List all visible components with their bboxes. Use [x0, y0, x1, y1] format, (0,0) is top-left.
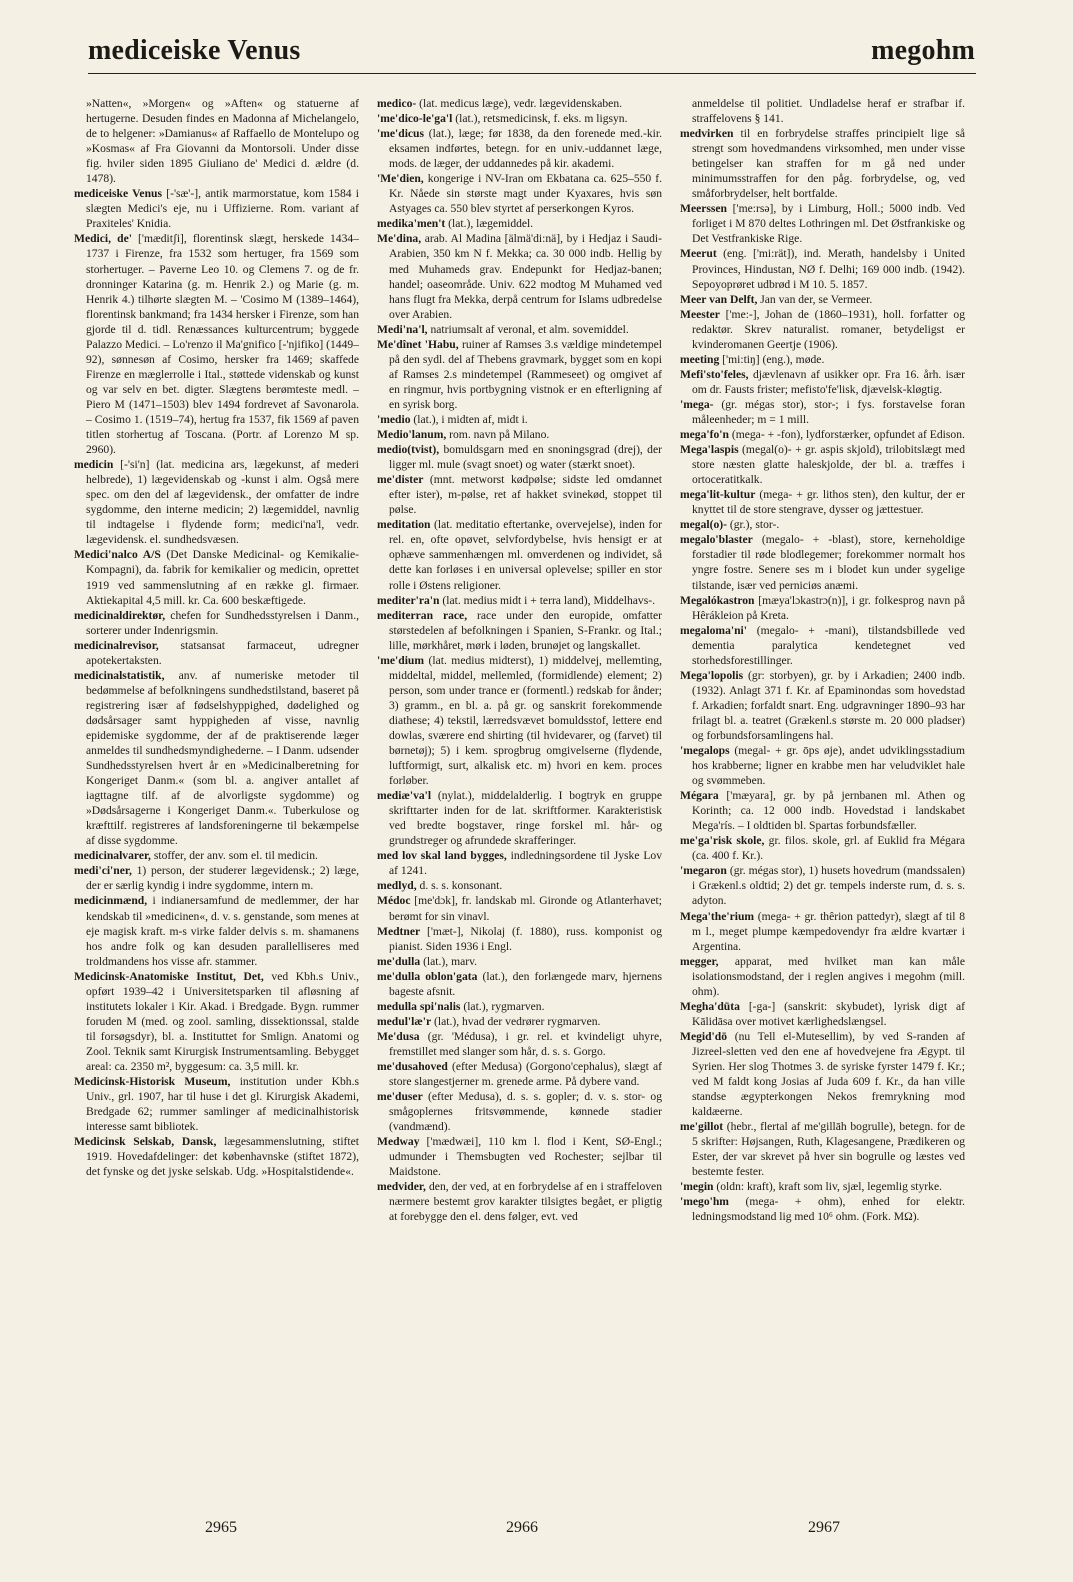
dictionary-entry	[74, 638, 359, 668]
dictionary-entry	[74, 893, 359, 968]
dictionary-entry	[680, 909, 965, 954]
dictionary-entry	[74, 848, 359, 863]
entry-headword: medicinmænd,	[74, 894, 148, 908]
dictionary-entry	[680, 397, 965, 427]
entry-headword: me'gillot	[680, 1120, 724, 1134]
entry-headword: Medio'lanum,	[377, 428, 447, 442]
entry-definition: (nu Tell el-Mutesellim), by ved S-randen af Jizreel-sletten ved den ene af hovedvejene fra Ægypt. til Syrien. Her slog Thotmes 3. de syriske fyrster 1479 f. Kr.; ved M faldt kong Josias af Juda 609 f. Kr., da han ville standse ægypterkongen Nekos fremrykning mod kaldæerne.	[692, 1029, 965, 1119]
dictionary-entry	[680, 833, 965, 863]
entry-definition: (megal- + gr. ōps øje), andet udviklingsstadium hos krabberne; ligner en krabbe men har veludviklet hale og svømmeben.	[692, 744, 965, 788]
dictionary-entry	[680, 307, 965, 352]
entry-definition: (eng. ['mi:rät]), ind. Merath, handelsby i United Provinces, Hindustan, NØ f. Delhi; 169 000 indb. (1942). Sepoyoprøret udbrød i M 10. 5. 1857.	[692, 247, 965, 291]
entry-headword: Medtner	[377, 924, 421, 938]
entry-headword: Me'dina,	[377, 232, 422, 246]
entry-headword: me'dister	[377, 473, 424, 487]
entry-headword: medicin	[74, 458, 114, 472]
entry-headword: Me'dînet 'Habu,	[377, 337, 459, 351]
entry-definition: chefen for Sundhedsstyrelsen i Danm., sorterer under Indenrigsmin.	[86, 608, 359, 637]
entry-definition: ['mæditʃi], florentinsk slægt, herskede 1434–1737 i Firenze, fra 1532 som hertuger, fra 1569 som storhertuger. – Paverne Leo 10. og Clemens 7. og de fr. dronninger Katarina (g. m. Henrik 2.) og Marie (g. m. Henrik 4.) tilhørte slægten M. – 'Cosimo M (1389–1464), florentinsk bankmand; fra 1434 hersker i Firenze, som han gjorde til d. tidl. Renæssances kulturcentrum; byggede Palazzo Medici. – Lo'renzo il Ma'gnifico [-'njifiko] (1449–92), sønnesøn af Cosimo, hersker fra 1469; skaffede Firenze en mæglerrolle i Ital., støttede videnskab og kunst og var selv en bet. digter. Slægtens berømteste medl. – Piero M (1471–1503) blev 1494 fordrevet af Savonarola. – Cosimo 1. (1519–74), hertug fra 1537, fik 1569 af paven titlen storhertug af Toscana. (Portr. af Lorenzo M sp. 2960).	[86, 232, 359, 457]
entry-definition: (lat.), læge; før 1838, da den forenede med.-kir. eksamen indførtes, betegn. for en univ.-uddannet læge, mods. de læger, der uddannedes på kir. akademi.	[389, 127, 662, 171]
dictionary-entry	[680, 1029, 965, 1119]
dictionary-entry	[680, 668, 965, 743]
dictionary-entry	[680, 246, 965, 291]
entry-definition: (mega- + ohm), enhed for elektr. ledningsmodstand lig med 10⁶ ohm. (Fork. MΩ).	[692, 1195, 965, 1224]
entry-definition: ['me:-], Johan de (1860–1931), holl. forfatter og redaktør. Skrev naturalist. romaner, betydeligst er kvinderomanen Geertje (1906).	[692, 307, 965, 351]
dictionary-entry	[680, 743, 965, 788]
entry-headword: me'dusahoved	[377, 1060, 448, 1073]
entry-definition: institution under Kbh.s Univ., grl. 1907, har til huse i det gl. Kirurgisk Akademi, Bredgade 62; rummer samlinger af medicinalhistorisk interesse samt bibliotek.	[86, 1075, 359, 1134]
entry-headword: megal(o)-	[680, 518, 727, 532]
entry-headword: Medicinsk-Historisk Museum,	[74, 1075, 231, 1089]
entry-definition: i indianersamfund de medlemmer, der har kendskab til »medicinen«, d. v. s. genstande, som menes at eje magisk kraft. m-s virke falder delvis s. m. shamanens hos andre folk og kan desuden parallelliseres med troldmandens hos visse afr. stammer.	[86, 894, 359, 968]
entry-headword: medulla spi'nalis	[377, 999, 461, 1013]
entry-headword: 'me'dicus	[377, 127, 425, 141]
entry-definition: arab. Al Madina [älmä'di:nä], by i Hedjaz i Saudi-Arabien, 350 km N f. Mekka; ca. 30 000 indb. Hellig by med Muhameds grav. Endepunkt for Hedjaz-banen; handel; oaseområde. Univ. 622 modtog M Muhamed ved hans flugt fra Mekka, derpå centrum for Islams udbredelse over Arabien.	[389, 232, 662, 321]
entry-definition: (mega- + gr. thêrion pattedyr), slægt af til 8 m l., meget plumpe kæmpedovendyr fra ældre kvartær i Argentina.	[692, 909, 965, 953]
entry-headword: Mega'lopolis	[680, 668, 744, 682]
entry-definition: natriumsalt af veronal, et alm. sovemiddel.	[427, 322, 629, 336]
entry-definition: lægesammenslutning, stiftet 1919. Hovedafdelinger: det københavnske (stiftet 1872), det fynske og det jyske selskab. Udg. »Hospitalstidende«.	[86, 1135, 359, 1179]
dictionary-entry	[680, 126, 965, 201]
entry-headword: medico-	[377, 97, 417, 110]
dictionary-entry	[377, 893, 662, 923]
entry-headword: Médoc	[377, 894, 411, 908]
entry-headword: 'megalops	[680, 744, 730, 758]
entry-definition: statsansat farmaceut, udregner apotekertaksten.	[86, 638, 359, 667]
dictionary-entry	[680, 427, 965, 442]
dictionary-entry	[680, 1179, 965, 1194]
entry-headword: Meerssen	[680, 202, 727, 216]
dictionary-entry	[377, 848, 662, 878]
entry-definition: (lat.), marv.	[420, 954, 478, 968]
dictionary-entry	[377, 216, 662, 231]
dictionary-entry	[680, 532, 965, 592]
entry-definition: (megalo- + -mani), tilstandsbillede ved dementia paralytica kendetegnet ved storhedsforestillinger.	[692, 623, 965, 667]
dictionary-entry	[377, 954, 662, 969]
entry-headword: medicinalstatistik,	[74, 668, 165, 682]
entry-definition: til en forbrydelse straffes principielt lige så strengt som hovedmandens virksomhed, men under visse betingelser kan straffen for m gå ned under minimumsstraffen for den påg. forbrydelse, og, ved småforbrydelser, helt bortfalde.	[692, 127, 965, 201]
entry-headword: Megid'dō	[680, 1029, 728, 1043]
entry-definition: (oldn: kraft), kraft som liv, sjæl, legemlig styrke.	[713, 1180, 943, 1194]
entry-headword: mega'lit-kultur	[680, 488, 756, 502]
entry-headword: Mégara	[680, 789, 719, 803]
dictionary-entry	[74, 96, 359, 186]
entry-definition: Jan van der, se Vermeer.	[757, 292, 873, 306]
entry-headword: meditation	[377, 518, 431, 532]
entry-headword: Me'dusa	[377, 1029, 420, 1043]
entry-definition: den, der ved, at en forbrydelse af en i straffeloven nærmere bestemt grov karakter tilsigtes begået, er pligtig at forebygge den el. dens følger, evt. ved	[389, 1180, 662, 1224]
entry-headword: 'megin	[680, 1180, 714, 1194]
entry-definition: (lat. medius midterst), 1) middelvej, mellemting, middeltal, middel, mellemled, (formidlende) element; 2) person, som under trance er (formentl.) redskab for ånder; 3) gramm., en bl. a. på gr. og sanskrit forekommende diathese; 4) tekstil, lærredsvævet bomuldsstof, lettere end dowlas, sværere end shirting (til hvidevarer, og (farvet) til børnetøj); 5) i kem. sprogbrug omgivelserne (flydende, luftformigt, surt, alkalisk etc. m) hvori en kem. proces forløber.	[389, 653, 662, 788]
entry-definition: anv. af numeriske metoder til bedømmelse af befolkningens sundhedstilstand, baseret på registrering især af fødselshyppighed, dødelighed og dødsårsager samt hyppigheden af visse, navnlig epidemiske sygdomme, der af de praktiserende læger anmeldes til sundhedsmyndighederne. – I Danm. udsender Sundhedsstyrelsen hvert år en »Medicinalberetning for Kongeriget Danm.« (som bl. a. angiver antallet af iagttagne tilf. af de alvorligste sygdomme) og »Dødsårsagerne i Kongeriget Danm.«. Tuberkulose og kræfttilf. registreres af landsforeningerne til bekæmpelse af disse sygdomme.	[86, 668, 359, 848]
entry-headword: medvirken	[680, 127, 734, 141]
entry-definition: [-'si'n] (lat. medicina ars, lægekunst, af mederi helbrede), 1) lægevidenskab og -kunst i alm. Også mere spec. om den del af lægevidensk., der omfatter de indre sygdomme, den interne medicin; 2) lægemiddel, navnlig til indtagelse i flydende form; medici'na'l, vedr. lægevidensk. el. sundhedsvæsen.	[86, 458, 359, 547]
entry-headword: mediceiske Venus	[74, 187, 162, 201]
entry-headword: 'me'dico-le'ga'l	[377, 112, 453, 126]
dictionary-entry	[680, 442, 965, 487]
dictionary-entry	[680, 487, 965, 517]
dictionary-entry	[74, 668, 359, 849]
running-head-right: megohm	[871, 35, 975, 66]
entry-definition: ['mi:tiŋ] (eng.), møde.	[719, 352, 825, 366]
dictionary-entry	[680, 96, 965, 126]
entry-headword: mediæ'va'l	[377, 789, 432, 803]
entry-definition: gr. filos. skole, grl. af Euklid fra Mégara (ca. 400 f. Kr.).	[692, 834, 965, 863]
entry-definition: (gr.), stor-.	[727, 518, 780, 532]
entry-definition: (megal(o)- + gr. aspis skjold), trilobitslægt med store næsten glatte haleskjolde, der bl. a. træffes i ortoceratitkalk.	[692, 443, 965, 487]
entry-headword: Medicinsk Selskab, Dansk,	[74, 1135, 217, 1149]
dictionary-entry	[680, 999, 965, 1029]
entry-headword: Meer van Delft,	[680, 292, 758, 306]
entry-headword: Medicinsk-Anatomiske Institut, Det,	[74, 969, 264, 983]
entry-definition: (efter Medusa) (Gorgono'cephalus), slægt af store slangestjerner m. grenede arme. På dybere vand.	[389, 1060, 662, 1089]
entry-headword: 'mego'hm	[680, 1195, 729, 1209]
page-number-middle: 2966	[506, 1519, 538, 1536]
entry-headword: me'duser	[377, 1090, 423, 1104]
dictionary-entry	[680, 788, 965, 833]
entry-headword: Megalókastron	[680, 593, 755, 607]
entry-headword: medio(tvist),	[377, 443, 440, 457]
entry-definition: (gr: storbyen), gr. by i Arkadien; 2400 indb. (1932). Anlagt 371 f. Kr. af Epaminondas som hovedstad f. Arkadien; forfaldt snart. Eng. udgravninger 1890–93 har frilagt bl. a. teatret (Grækenl.s største m. 20 000 pladser) og forbundsforsamlingens hal.	[692, 668, 965, 742]
dictionary-entry	[377, 969, 662, 999]
entry-headword: med lov skal land bygges,	[377, 849, 507, 863]
dictionary-entry	[377, 412, 662, 427]
dictionary-entry	[377, 1089, 662, 1134]
entry-definition: djævlenavn af usikker opr. Fra 16. årh. især om dr. Fausts frister; mefisto'fe'lisk, djævelsk-kløgtig.	[692, 367, 965, 396]
entry-definition: »Natten«, »Morgen« og »Aften« og statuerne af hertugerne. Desuden findes en Madonna af Michelangelo, de to helgener: »Damianus« af Raffaello de Montelupo og »Kosmas« af Fra Giovanni da Montorsoli. Under disse fig. hviler siden 1895 Giuliano de' Medici d. ældre (d. 1478).	[86, 97, 359, 186]
dictionary-entry	[377, 126, 662, 171]
entry-definition: stoffer, der anv. som el. til medicin.	[150, 849, 318, 863]
dictionary-entry	[377, 517, 662, 592]
running-head-left: mediceiske Venus	[88, 35, 301, 66]
entry-definition: d. s. s. konsonant.	[416, 879, 503, 893]
entry-headword: Megha'dūta	[680, 999, 740, 1013]
dictionary-entry	[377, 878, 662, 893]
entry-headword: meeting	[680, 352, 720, 366]
entry-headword: Medici, de'	[74, 232, 132, 246]
dictionary-entry	[377, 1179, 662, 1224]
dictionary-entry	[680, 201, 965, 246]
entry-definition: kongerige i NV-Iran om Ekbatana ca. 625–550 f. Kr. Nåede sin største magt under Kyaxares, hvis søn Astyages ca. 550 blev styrtet af perserkongen Kyros.	[389, 172, 662, 216]
entry-definition: (lat.), retsmedicinsk, f. eks. m ligsyn.	[452, 112, 628, 126]
page-number-right: 2967	[808, 1519, 840, 1536]
dictionary-entry	[377, 231, 662, 321]
entry-definition: [-ga-] (sanskrit: skybudet), lyrisk digt af Kālidāsa over motivet kærlighedslængsel.	[692, 999, 965, 1028]
entry-headword: medlyd,	[377, 879, 417, 893]
page-number-left: 2965	[205, 1519, 237, 1536]
entry-definition: (lat.), lægemiddel.	[445, 217, 534, 231]
entry-headword: Mefi'sto'feles,	[680, 367, 749, 381]
entry-definition: ['mædwæi], 110 km l. flod i Kent, SØ-Engl.; udmunder i Themsbugten ved Rochester; sejlbar til Maidstone.	[389, 1135, 662, 1179]
entry-definition: (lat.), den forlængede marv, hjernens bageste afsnit.	[389, 969, 662, 998]
entry-headword: mediter'ra'n	[377, 593, 440, 607]
entry-definition: (mega- + gr. lithos sten), den kultur, der er knyttet til de store stengrave, dysser og jættestuer.	[692, 488, 965, 517]
entry-headword: megalo'blaster	[680, 533, 753, 547]
entry-definition: race under den europide, omfatter størstedelen af befolkningen i Spanien, S-Frankr. og Ital.; lille, mørkhåret, mørk i løden, brunøjet og langskallet.	[389, 608, 662, 652]
entry-headword: medvider,	[377, 1180, 426, 1194]
dictionary-entry	[377, 788, 662, 848]
entry-definition: (efter Medusa), d. s. s. gopler; d. v. s. stor- og smågoplernes fritsvømmende, kønnede stadier (vandmænd).	[389, 1090, 662, 1134]
dictionary-entry	[377, 111, 662, 126]
dictionary-entry	[377, 337, 662, 412]
dictionary-entry	[680, 292, 965, 307]
entry-definition: (megalo- + -blast), store, kerneholdige forstadier til røde blodlegemer; forekommer normalt hos yngre fostre. Senere ses m i blodet kun under sygelige tilstande, især ved perniciøs anæmi.	[692, 533, 965, 592]
entry-definition: ruiner af Ramses 3.s vældige mindetempel på den sydl. del af Thebens gravmark, bygget som en kopi af Ramses 2.s mindetempel (Rammeseet) og omgivet af en ringmur, hvis portbygning vistnok er en efterligning af en syrisk borg.	[389, 337, 662, 411]
dictionary-entry	[377, 1014, 662, 1029]
dictionary-entry	[74, 186, 359, 231]
dictionary-entry	[680, 1119, 965, 1179]
entry-definition: [-'sæ'-], antik marmorstatue, kom 1584 i slægten Medici's eje, nu i Uffizierne. Rom. variant af Praxiteles' Knidia.	[86, 187, 359, 231]
entry-headword: medi'ci'ner,	[74, 864, 132, 878]
dictionary-entry	[377, 171, 662, 216]
entry-definition: (mnt. metworst kødpølse; sidste led omdannet efter ister), m-pølse, ret af hakket svinekød, stoppet til pølse.	[389, 473, 662, 517]
entry-definition: rom. navn på Milano.	[446, 428, 550, 442]
entry-definition: (nylat.), middelalderlig. I bogtryk en gruppe skrifttarter inden for de lat. skriftformer. Karakteristisk ved bredte bogstaver, ringe forskel ml. hår- og grundstreger og afrundede skrafferinger.	[389, 789, 662, 848]
entry-definition: 1) person, der studerer lægevidensk.; 2) læge, der er særlig kyndig i indre sygdomme, intern m.	[86, 864, 359, 893]
entry-headword: medicinalrevisor,	[74, 638, 159, 652]
dictionary-entry	[680, 517, 965, 532]
dictionary-entry	[680, 954, 965, 999]
dictionary-entry	[74, 863, 359, 893]
entry-definition: (gr. mégas stor), stor-; i fys. forstavelse foran måleenheder; m = 1 mill.	[692, 397, 965, 426]
dictionary-entry	[377, 608, 662, 653]
dictionary-entry	[377, 442, 662, 472]
entry-definition: (lat.), rygmarven.	[460, 999, 545, 1013]
entry-headword: medika'men't	[377, 217, 446, 231]
entry-definition: ved Kbh.s Univ., opført 1939–42 i Universitetsparken til afløsning af institutets lokaler i Kir. Akad. i Bredgade. Bygn. rummer foruden M (med. og zool. samling, dissektionssal, stalde til forsøgsdyr), bl. a. Instituttet for Smlign. Anatomi og Zool. Teknik samt Kirurgisk Instrumentsamling. Bebygget areal: ca. 2350 m², byggesum: ca. 3,5 mill. kr.	[86, 969, 359, 1073]
entry-definition: [mæya'lɔkastrɔ(n)], i gr. folkesprog navn på Hêrákleion på Kreta.	[692, 593, 965, 622]
entry-definition: [me'dɔk], fr. landskab ml. Gironde og Atlanterhavet; berømt for sin vinavl.	[389, 894, 662, 923]
entry-definition: (lat.), hvad der vedrører rygmarven.	[431, 1014, 601, 1028]
entry-headword: mega'fo'n	[680, 428, 729, 442]
entry-definition: (Det Danske Medicinal- og Kemikalie-Kompagni), da. fabrik for kemikalier og medicin, oprettet 1919 ved sammenslutning af en række gl. firmaer. Aktiekapital 4,5 mill. kr. Ca. 600 beskæftigede.	[86, 548, 359, 607]
dictionary-entry	[377, 1134, 662, 1179]
dictionary-entry	[377, 1059, 662, 1089]
header-rule	[88, 73, 976, 74]
entry-definition: (hebr., flertal af me'gillāh bogrulle), betegn. for de 5 skrifter: Højsangen, Ruth, Klagesangene, Prædikeren og Ester, der var skrevet på hver sin bogrulle og læstes ved bestemte fester.	[692, 1120, 965, 1179]
entry-headword: megaloma'ni'	[680, 623, 747, 637]
entry-definition: (mega- + -fon), lydforstærker, opfundet af Edison.	[728, 428, 965, 442]
dictionary-entry	[680, 623, 965, 668]
entry-headword: Mega'laspis	[680, 443, 739, 457]
dictionary-entry	[680, 1194, 965, 1224]
entry-headword: medul'læ'r	[377, 1014, 432, 1028]
entry-headword: Mega'the'rium	[680, 909, 755, 923]
dictionary-entry	[680, 367, 965, 397]
entry-headword: medicinalvarer,	[74, 849, 151, 863]
entry-headword: megger,	[680, 954, 719, 968]
entry-headword: Meerut	[680, 247, 717, 261]
dictionary-entry	[680, 863, 965, 908]
entry-headword: medicinaldirektør,	[74, 608, 166, 622]
dictionary-entry	[74, 1074, 359, 1134]
entry-definition: ['mæyara], gr. by på jernbanen ml. Athen og Korinth; ca. 12 000 indb. Hovedstad i landskabet Mega'rís. – I oldtiden bl. Spartas forbundsfæller.	[692, 789, 965, 833]
column-3	[680, 96, 965, 1491]
entry-definition: (lat. medicus læge), vedr. lægevidenskaben.	[416, 97, 623, 110]
entry-headword: 'Me'dien,	[377, 172, 424, 186]
entry-definition: apparat, med hvilket man kan måle isolationsmodstand, der i reglen angives i megohm (mill. ohm).	[692, 954, 965, 998]
entry-definition: ['mæt-], Nikolaj (f. 1880), russ. komponist og pianist. Siden 1936 i Engl.	[389, 924, 662, 953]
dictionary-entry	[74, 457, 359, 547]
entry-definition: (lat.), i midten af, midt i.	[410, 412, 528, 426]
dictionary-entry	[74, 547, 359, 607]
column-1	[74, 96, 359, 1491]
entry-headword: Medici'nalco A/S	[74, 548, 161, 562]
entry-headword: 'me'dium	[377, 653, 425, 667]
entry-definition: bomuldsgarn med en snoningsgrad (drej), der ligger ml. mule (svagt snoet) og water (stærkt snoet).	[389, 443, 662, 472]
entry-definition: (gr. 'Médusa), i gr. rel. et kvindeligt uhyre, fremstillet med slanger som hår, d. s. s. Gorgo.	[389, 1029, 662, 1058]
dictionary-entry	[680, 352, 965, 367]
dictionary-entry	[377, 472, 662, 517]
dictionary-entry	[377, 593, 662, 608]
entry-definition: (lat. medius midt i + terra land), Middelhavs-.	[439, 593, 655, 607]
dictionary-entry	[74, 608, 359, 638]
dictionary-entry	[377, 999, 662, 1014]
entry-headword: me'dulla oblon'gata	[377, 969, 478, 983]
dictionary-entry	[377, 322, 662, 337]
entry-headword: 'megaron	[680, 864, 727, 878]
dictionary-entry	[74, 1134, 359, 1179]
entry-definition: (gr. mégas stor), 1) husets hovedrum (mandssalen) i Grækenl.s oldtid; 2) det gr. tempels inderste rum, d. s. s. adyton.	[692, 864, 965, 908]
dictionary-entry	[377, 653, 662, 788]
entry-headword: 'medio	[377, 412, 411, 426]
entry-definition: anmeldelse til politiet. Undladelse heraf er strafbar if. straffelovens § 141.	[692, 97, 965, 126]
entry-headword: Meester	[680, 307, 720, 321]
entry-headword: Medway	[377, 1135, 420, 1149]
dictionary-entry	[377, 96, 662, 111]
entry-definition: indledningsordene til Jyske Lov af 1241.	[389, 849, 662, 878]
dictionary-entry	[680, 593, 965, 623]
dictionary-entry	[74, 969, 359, 1074]
column-2	[377, 96, 662, 1491]
entry-headword: me'ga'risk skole,	[680, 834, 765, 848]
entry-headword: 'mega-	[680, 397, 714, 411]
entry-definition: (lat. meditatio eftertanke, overvejelse), inden for rel. en, ofte opøvet, selvfordybelse, hvis hensigt er at ophæve sammenhængen ml. omverdenen og individet, så dette kan forløses i en universal oplevelse; spiller en stor rolle i Østens religioner.	[389, 518, 662, 592]
entry-headword: me'dulla	[377, 954, 421, 968]
dictionary-entry	[377, 1029, 662, 1059]
entry-definition: ['me:rsə], by i Limburg, Holl.; 5000 indb. Ved forliget i M 870 deltes Lothringen ml. Det Østfrankiske og Det Vestfrankiske Rige.	[692, 202, 965, 246]
entry-headword: mediterran race,	[377, 608, 468, 622]
dictionary-entry	[74, 231, 359, 457]
entry-headword: Medi'na'l,	[377, 322, 428, 336]
dictionary-entry	[377, 924, 662, 954]
dictionary-entry	[377, 427, 662, 442]
